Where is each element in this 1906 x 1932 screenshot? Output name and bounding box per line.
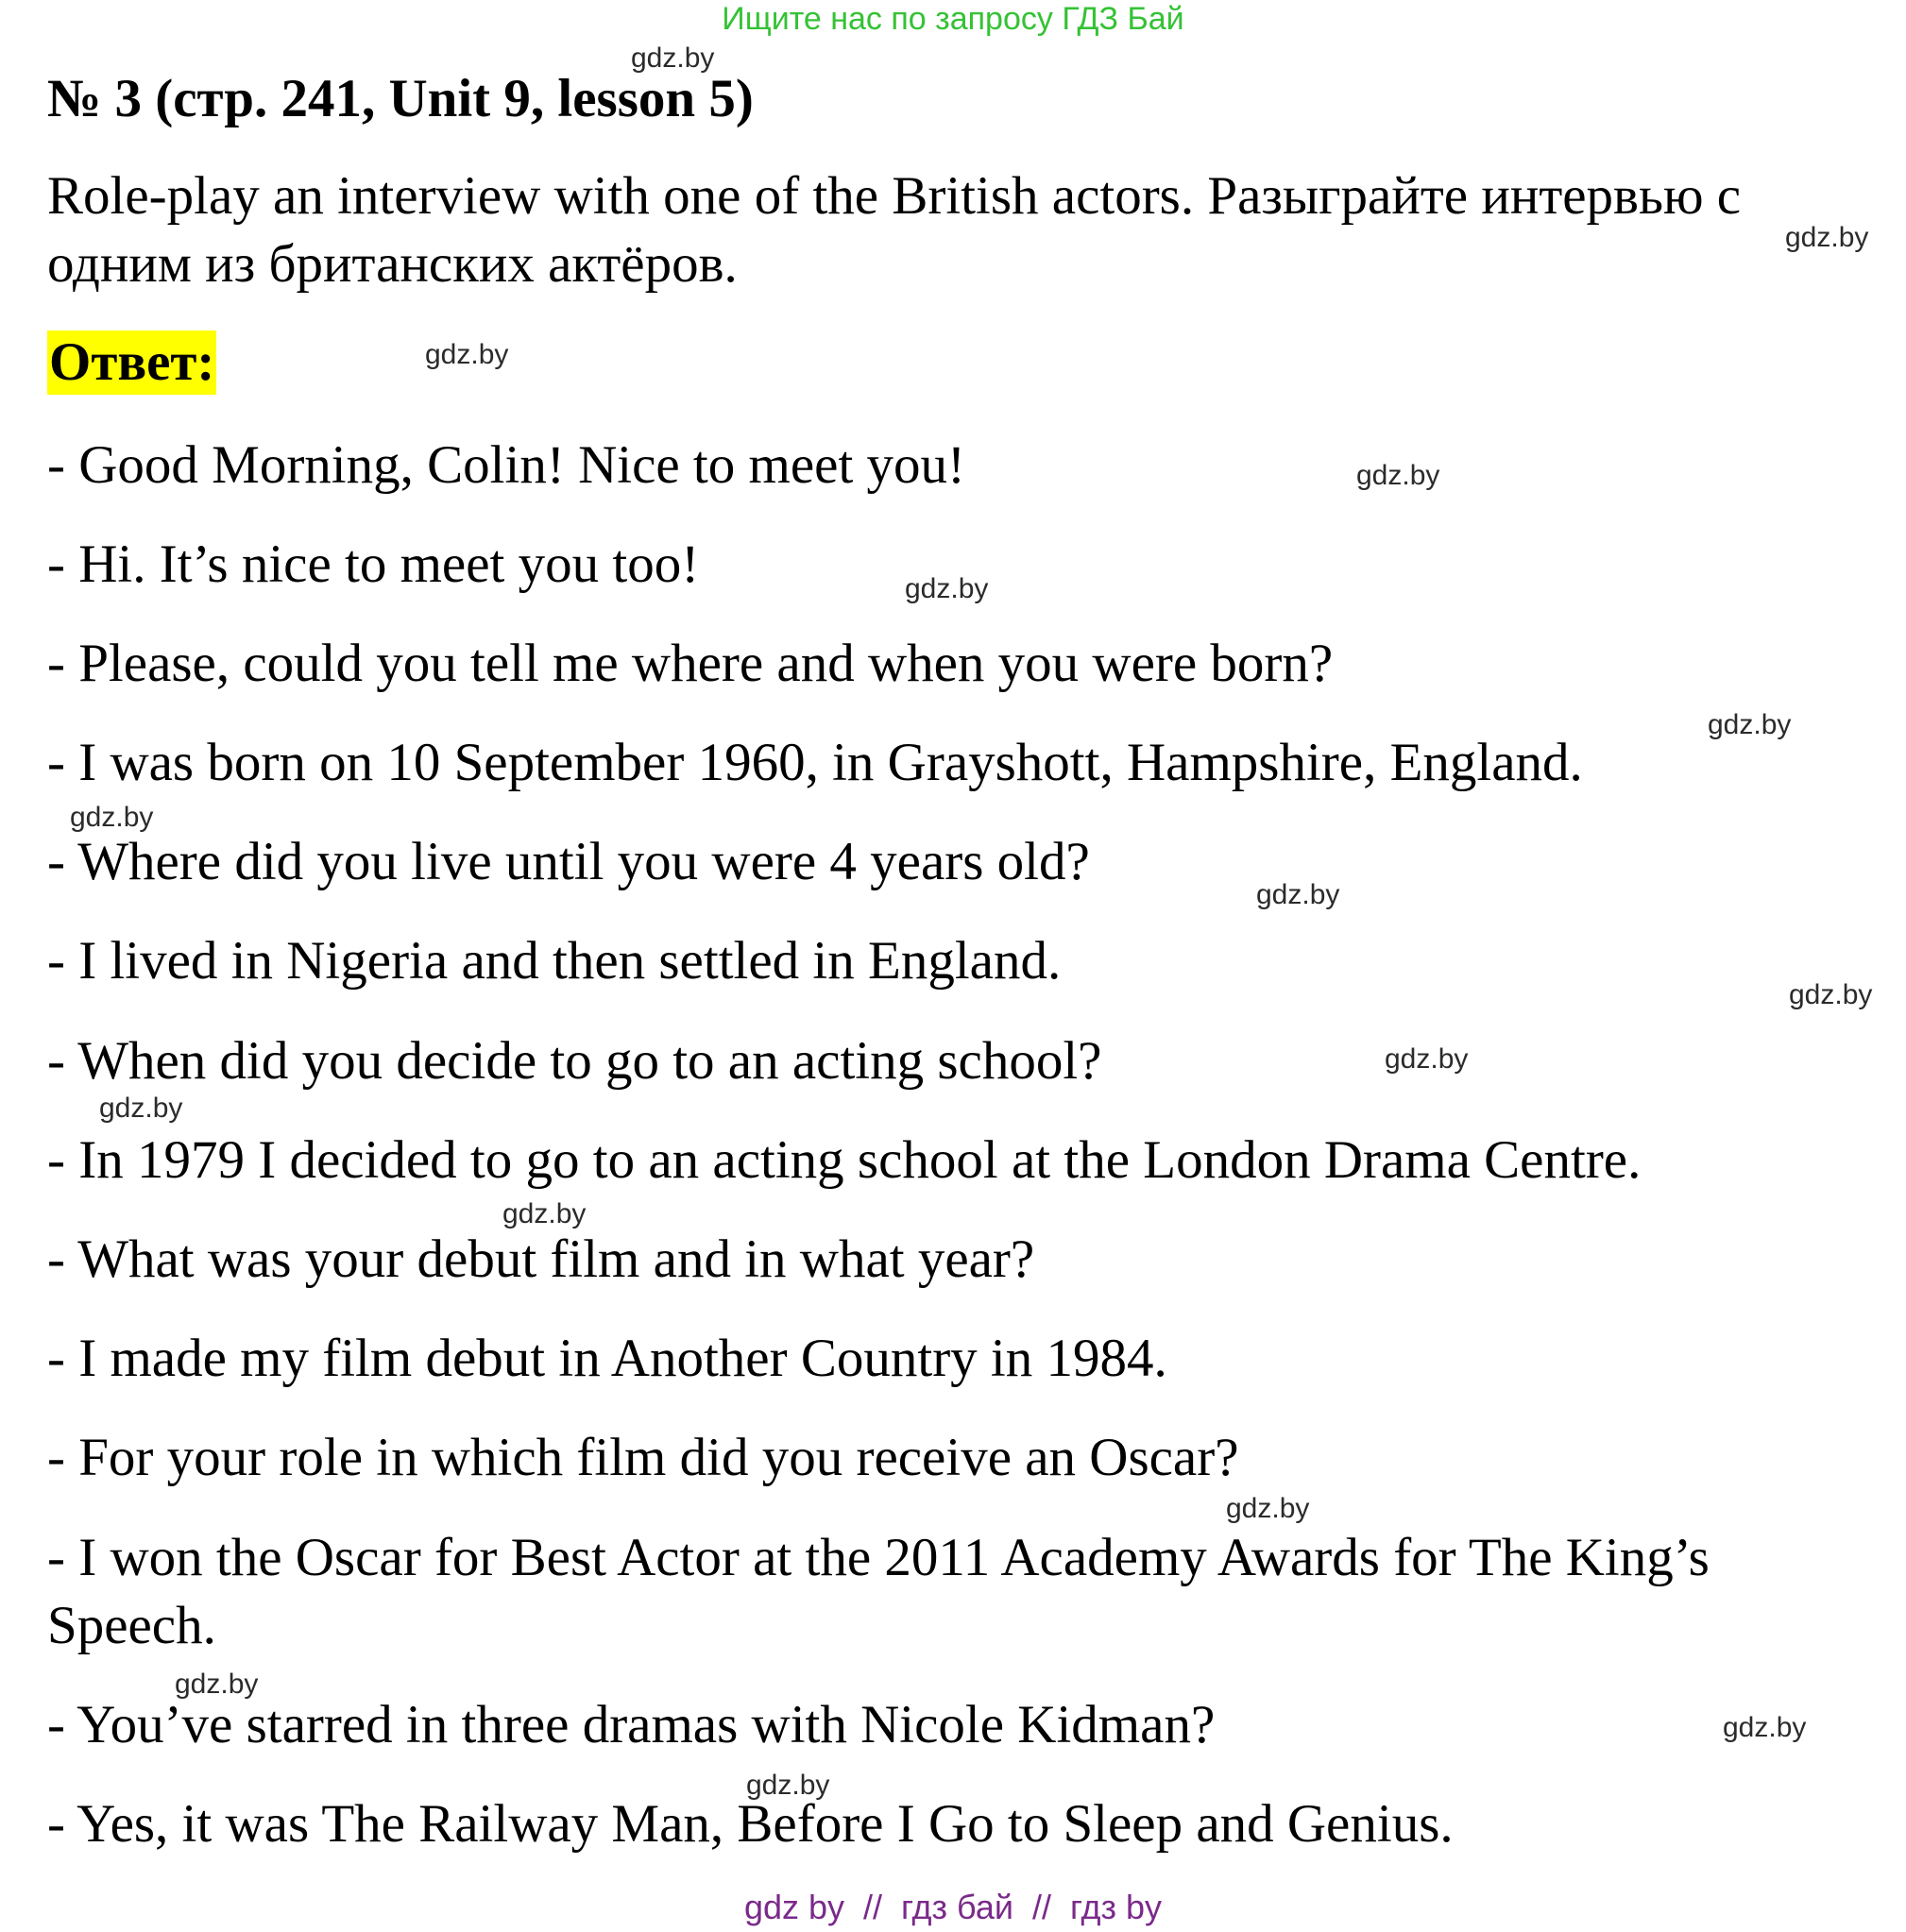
dialogue-line: - I lived in Nigeria and then settled in England. — [47, 931, 1062, 991]
dialogue-line: - I made my film debut in Another Country in 1984. — [47, 1329, 1167, 1388]
watermark: gdz.by — [425, 339, 509, 370]
dialogue-line: - When did you decide to go to an acting school? — [47, 1031, 1102, 1091]
watermark: gdz.by — [502, 1198, 587, 1229]
dialogue-line: - What was your debut film and in what year? — [47, 1229, 1035, 1289]
watermark: gdz.by — [1789, 979, 1873, 1010]
watermark: gdz.by — [905, 573, 989, 604]
dialogue-line: - Good Morning, Colin! Nice to meet you! — [47, 435, 966, 495]
answer-label: Ответ: — [47, 330, 216, 395]
watermark: gdz.by — [1256, 879, 1340, 910]
dialogue-line: - For your role in which film did you receive an Oscar? — [47, 1428, 1239, 1487]
watermark: gdz.by — [1385, 1043, 1469, 1075]
exercise-heading: № 3 (стр. 241, Unit 9, lesson 5) — [47, 69, 754, 128]
dialogue-line: - Where did you live until you were 4 years old? — [47, 832, 1090, 891]
watermark: gdz.by — [99, 1093, 183, 1124]
watermark: gdz.by — [1708, 709, 1792, 740]
watermark: gdz.by — [746, 1770, 830, 1801]
watermark: gdz.by — [1723, 1712, 1807, 1743]
dialogue-line: - I won the Oscar for Best Actor at the 2011 Academy Awards for The King’s Speech. — [47, 1528, 1710, 1655]
dialogue-line: - In 1979 I decided to go to an acting school at the London Drama Centre. — [47, 1130, 1642, 1190]
watermark: gdz.by — [1226, 1493, 1310, 1524]
footer-links: gdz by // гдз бай // гдз by — [743, 1888, 1163, 1926]
dialogue-line: - I was born on 10 September 1960, in Grayshott, Hampshire, England. — [47, 733, 1583, 792]
dialogue-line: - Yes, it was The Railway Man, Before I Go to Sleep and Genius. — [47, 1794, 1454, 1854]
dialogue-line: - Please, could you tell me where and when you were born? — [47, 634, 1334, 693]
watermark: gdz.by — [175, 1669, 259, 1700]
dialogue-line: - Hi. It’s nice to meet you too! — [47, 534, 700, 594]
task-instruction: Role-play an interview with one of the British actors. Разыграйте интервью с одним из британских актёров. — [47, 166, 1742, 294]
watermark: gdz.by — [1356, 460, 1440, 491]
dialogue-line: - You’ve starred in three dramas with Nicole Kidman? — [47, 1695, 1216, 1754]
watermark: gdz.by — [70, 802, 154, 833]
top-banner: Ищите нас по запросу ГДЗ Бай — [722, 1, 1184, 37]
watermark: gdz.by — [631, 42, 715, 74]
watermark: gdz.by — [1785, 222, 1869, 253]
